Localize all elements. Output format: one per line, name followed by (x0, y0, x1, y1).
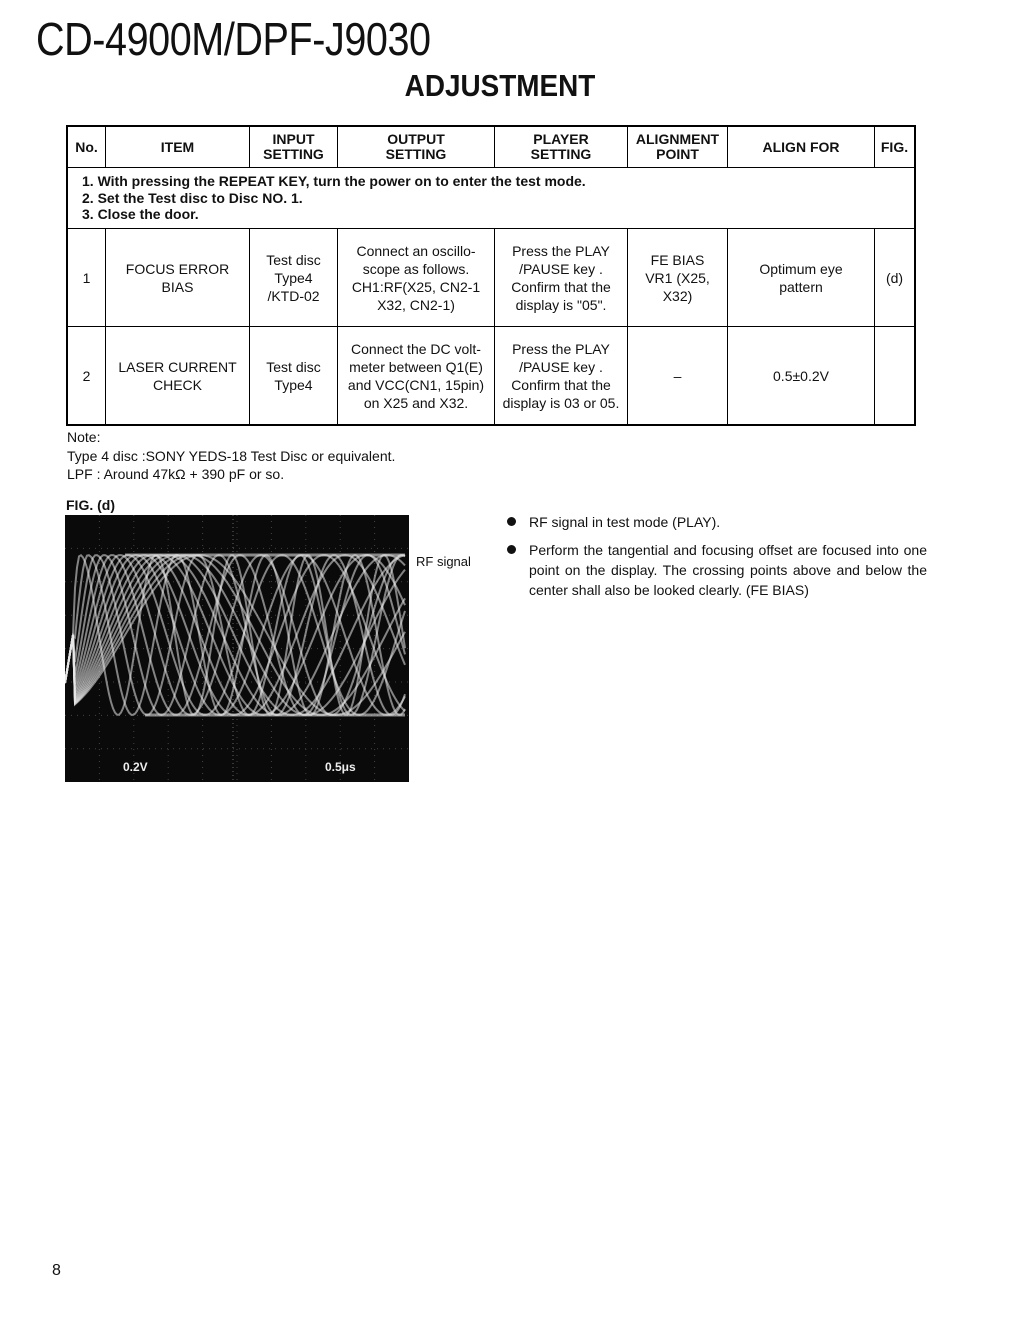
cell-player: Press the PLAY /PAUSE key . Confirm that the display is "05". (495, 229, 628, 327)
col-player: PLAYER SETTING (495, 126, 628, 168)
section-title: ADJUSTMENT (404, 68, 596, 103)
note-line: Type 4 disc :SONY YEDS-18 Test Disc or equivalent. (67, 447, 396, 464)
cell-no: 2 (67, 327, 106, 426)
time-div-label: 0.5μs (325, 760, 356, 774)
cell-no: 1 (67, 229, 106, 327)
bullet-icon (507, 517, 516, 526)
cell-align-for: Optimum eye pattern (728, 229, 875, 327)
col-point: ALIGNMENT POINT (628, 126, 728, 168)
col-input: INPUT SETTING (250, 126, 338, 168)
cell-output: Connect the DC volt-meter between Q1(E) and VCC(CN1, 15pin) on X25 and X32. (338, 327, 495, 426)
page-number: 8 (52, 1262, 61, 1279)
cell-align-for: 0.5±0.2V (728, 327, 875, 426)
cell-fig: (d) (875, 229, 916, 327)
col-no: No. (67, 126, 106, 168)
notes (67, 428, 395, 484)
col-output: OUTPUT SETTING (338, 126, 495, 168)
bullet-item: RF signal in test mode (PLAY). (507, 512, 927, 532)
model-title: CD-4900M/DPF-J9030 (36, 13, 431, 65)
note-line: Note: (67, 429, 101, 445)
adjustment-table (66, 125, 916, 426)
precondition: 1. With pressing the REPEAT KEY, turn the power on to enter the test mode. (82, 173, 586, 190)
table-row (67, 229, 915, 327)
cell-fig (875, 327, 916, 426)
preconditions-row (67, 168, 915, 229)
cell-point: FE BIAS VR1 (X25, X32) (628, 229, 728, 327)
volt-div-label: 0.2V (123, 760, 148, 774)
note-line: LPF : Around 47kΩ + 390 pF or so. (67, 466, 285, 482)
precondition: 3. Close the door. (82, 206, 199, 223)
rf-signal-label: RF signal (416, 554, 471, 569)
cell-input: Test disc Type4 (250, 327, 338, 426)
cell-item: LASER CURRENT CHECK (106, 327, 250, 426)
cell-output: Connect an oscillo-scope as follows. CH1:RF(X25, CN2-1 X32, CN2-1) (338, 229, 495, 327)
cell-point: – (628, 327, 728, 426)
col-fig: FIG. (875, 126, 916, 168)
bullet-item: Perform the tangential and focusing offset are focused into one point on the display. The crossing points above and below the center shall also be looked clearly. (FE BIAS) (507, 540, 927, 600)
precondition: 2. Set the Test disc to Disc NO. 1. (82, 189, 303, 206)
table-row (67, 327, 915, 426)
cell-input: Test disc Type4 /KTD-02 (250, 229, 338, 327)
cell-item: FOCUS ERROR BIAS (106, 229, 250, 327)
figure-label: FIG. (d) (66, 497, 115, 513)
cell-player: Press the PLAY /PAUSE key . Confirm that the display is 03 or 05. (495, 327, 628, 426)
col-item: ITEM (106, 126, 250, 168)
bullet-icon (507, 545, 516, 554)
oscilloscope-image (65, 515, 409, 782)
col-align-for: ALIGN FOR (728, 126, 875, 168)
eye-pattern (65, 515, 409, 782)
header-row (67, 126, 915, 168)
